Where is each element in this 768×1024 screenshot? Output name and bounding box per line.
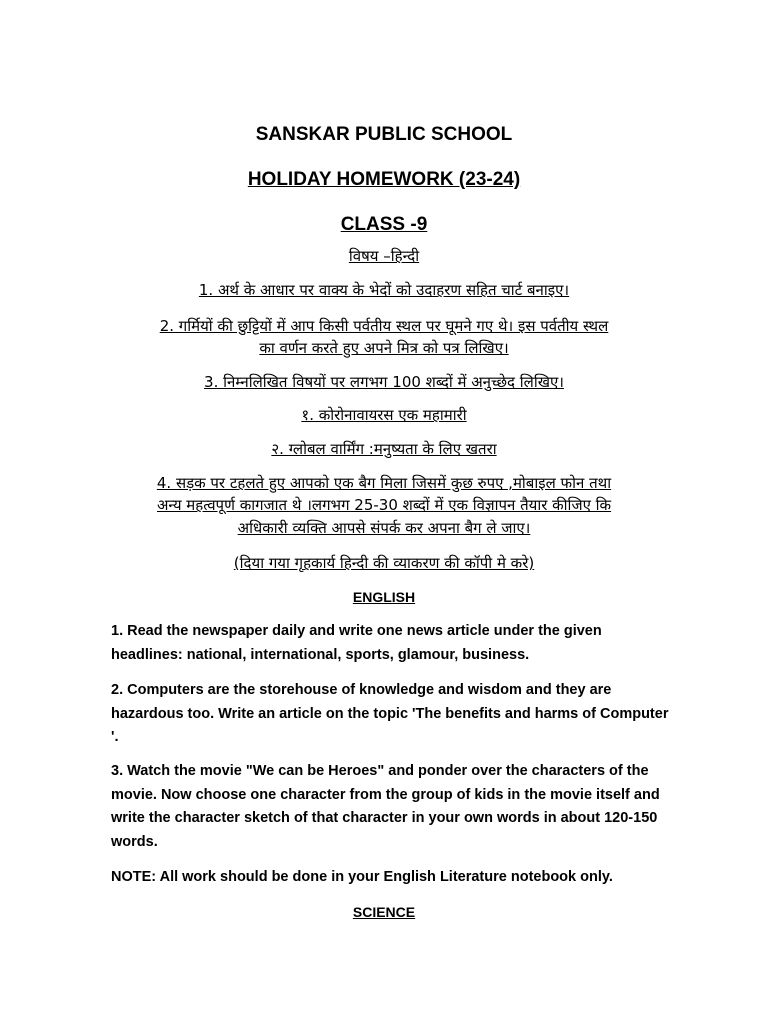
- english-question-1: 1. Read the newspaper daily and write one news article under the given headlines: national, international, sports, glamour, business.: [111, 623, 602, 663]
- hindi-question-1: 1. अर्थ के आधार पर वाक्य के भेदों को उदाहरण सहित चार्ट बनाइए।: [198, 281, 570, 299]
- hindi-question-2-line-2: का वर्णन करते हुए अपने मित्र को पत्र लिखिए।: [259, 339, 509, 357]
- english-question-2: 2. Computers are the storehouse of knowledge and wisdom and they are hazardous too. Write an article on the topic 'The benefits and harms of Computer '.: [111, 682, 669, 745]
- hindi-question-3-topic-2: २. ग्लोबल वार्मिंग :मनुष्यता के लिए खतरा: [271, 440, 497, 458]
- hindi-question-2-line-1: 2. गर्मियों की छुट्टियों में आप किसी पर्वतीय स्थल पर घूमने गए थे। इस पर्वतीय स्थल: [159, 317, 609, 335]
- class-label: CLASS -9: [340, 214, 428, 235]
- hindi-question-4-line-2: अन्य महत्वपूर्ण कागजात थे ।लगभग 25-30 शब्दों में एक विज्ञापन तैयार कीजिए कि: [156, 496, 612, 514]
- hindi-question-4-line-1: 4. सड़क पर टहलते हुए आपको एक बैग मिला जिसमें कुछ रुपए ,मोबाइल फोन तथा: [156, 474, 612, 492]
- hindi-note: (दिया गया गृहकार्य हिन्दी की व्याकरण की कॉपी मे करे): [233, 554, 535, 572]
- school-name: SANSKAR PUBLIC SCHOOL: [255, 124, 513, 145]
- hindi-question-4-line-3: अधिकारी व्यक्ति आपसे संपर्क कर अपना बैग ले जाए।: [237, 519, 531, 537]
- science-heading: SCIENCE: [352, 904, 416, 920]
- english-question-3: 3. Watch the movie "We can be Heroes" and ponder over the characters of the movie. Now choose one character from the group of kids in the movie itself and write the character sketch of that character in your own words in about 120-150 words.: [111, 763, 660, 850]
- english-heading: ENGLISH: [352, 589, 416, 605]
- hindi-question-3-topic-1: १. कोरोनावायरस एक महामारी: [301, 406, 467, 424]
- hindi-subject-heading: विषय –हिन्दी: [348, 247, 420, 265]
- document-title: HOLIDAY HOMEWORK (23-24): [247, 169, 521, 190]
- hindi-question-3: 3. निम्नलिखित विषयों पर लगभग 100 शब्दों में अनुच्छेद लिखिए।: [204, 373, 564, 391]
- english-note: NOTE: All work should be done in your English Literature notebook only.: [111, 869, 613, 885]
